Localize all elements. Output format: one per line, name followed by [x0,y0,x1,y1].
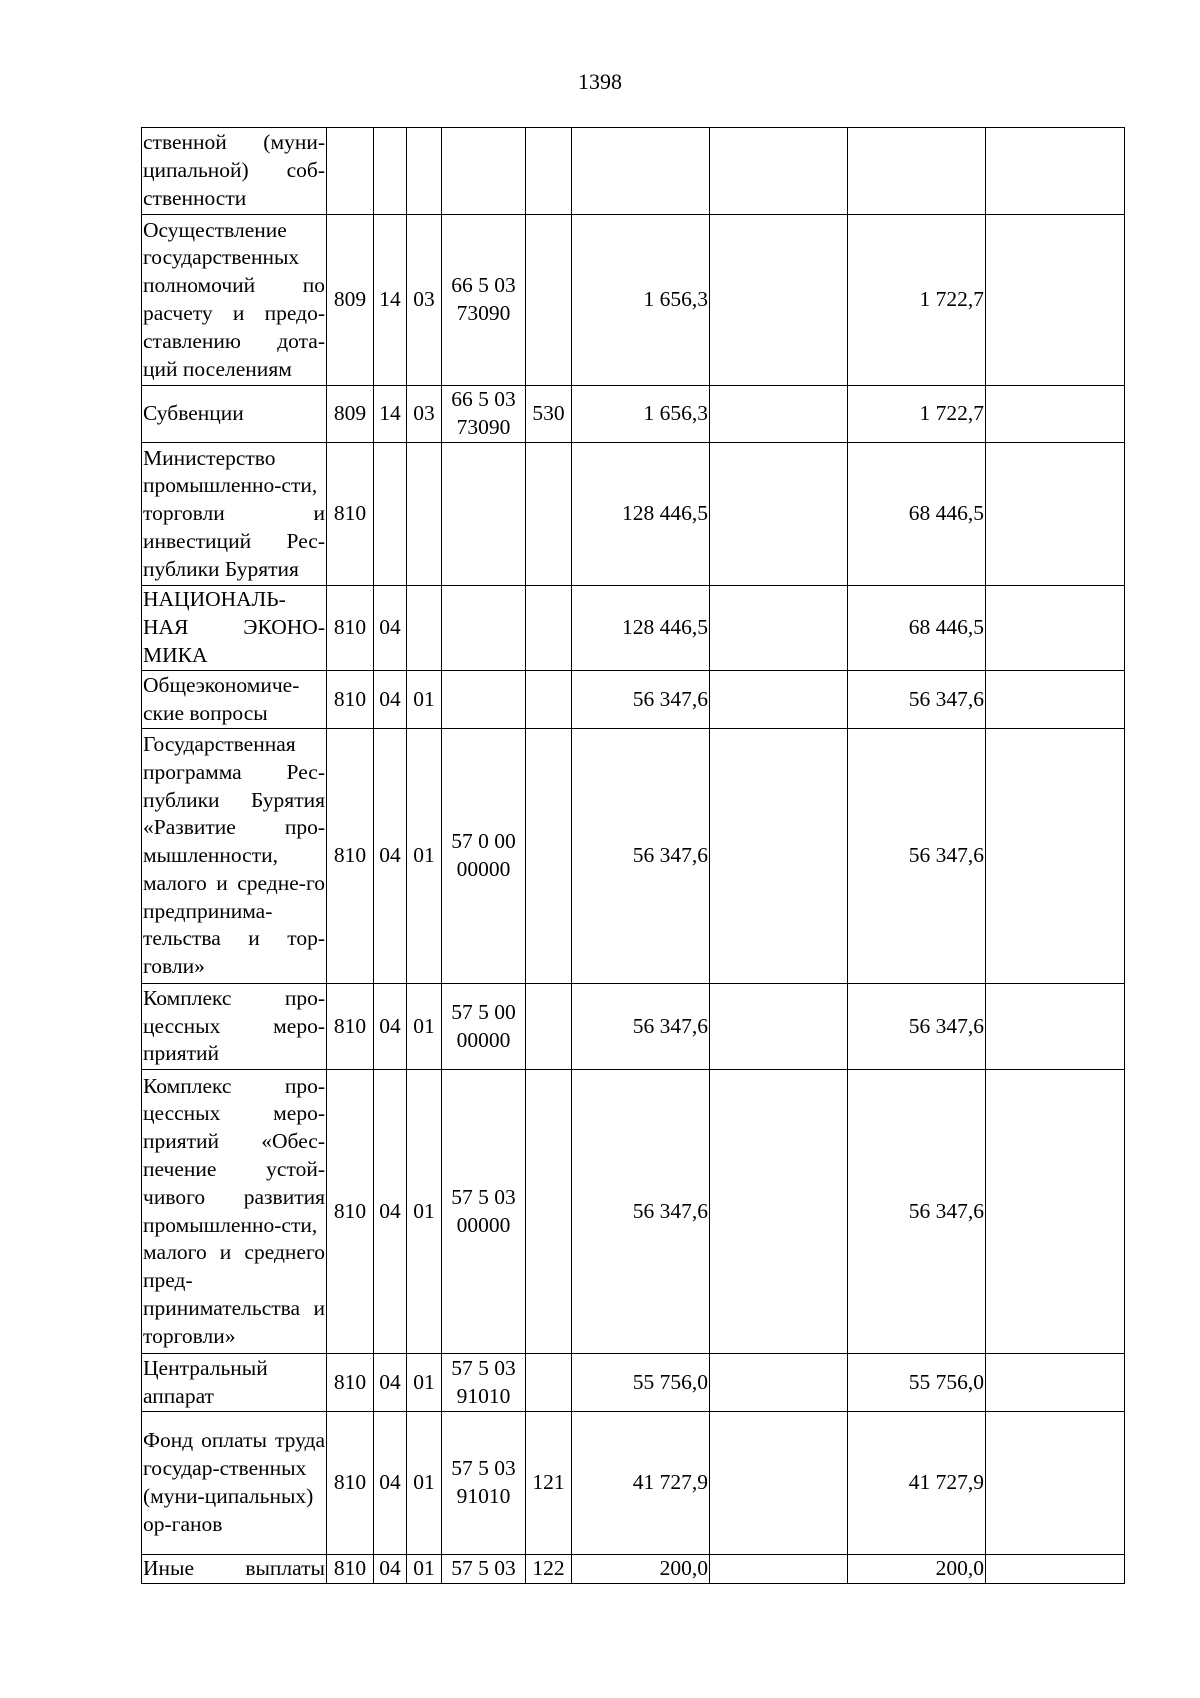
row-name: Фонд оплаты труда государ-ственных (муни-ципальных) ор-ганов [142,1412,327,1555]
grbs-code: 810 [327,443,374,586]
amount-col-3: 55 756,0 [848,1354,986,1412]
amount-col-4 [986,1354,1125,1412]
amount-col-2 [710,1555,848,1584]
row-name: Комплекс про-цессных меро-приятий [142,984,327,1070]
subsection-code: 01 [407,729,442,984]
row-name: Министерство промышленно-сти, торговли и инвестиций Рес-публики Бурятия [142,443,327,586]
target-article-code: 66 5 03 73090 [442,215,526,386]
table-row [142,443,1125,586]
section-code: 14 [374,386,407,443]
grbs-code: 810 [327,586,374,671]
amount-col-3: 68 446,5 [848,443,986,586]
expense-type-code [526,1354,572,1412]
expense-type-code: 121 [526,1412,572,1555]
expense-type-code [526,984,572,1070]
amount-col-1: 55 756,0 [572,1354,710,1412]
table-row [142,1354,1125,1412]
expense-type-code: 530 [526,386,572,443]
grbs-code: 809 [327,386,374,443]
subsection-code [407,586,442,671]
target-article-code: 57 5 03 00000 [442,1070,526,1354]
amount-col-3: 56 347,6 [848,1070,986,1354]
amount-col-2 [710,386,848,443]
section-code [374,128,407,215]
table-row [142,586,1125,671]
expense-type-code [526,586,572,671]
target-article-code [442,443,526,586]
budget-table [141,127,1125,1584]
row-name: Центральный аппарат [142,1354,327,1412]
section-code: 04 [374,1070,407,1354]
row-name: Комплекс про-цессных меро-приятий «Обес-печение устой-чивого развития промышленно-сти, малого и среднего пред-принимательства и торговли» [142,1070,327,1354]
amount-col-4 [986,386,1125,443]
expense-type-code [526,215,572,386]
row-name: Осуществление государственных полномочий по расчету и предо-ставлению дота-ций поселениям [142,215,327,386]
section-code: 04 [374,1412,407,1555]
amount-col-1: 128 446,5 [572,443,710,586]
grbs-code [327,128,374,215]
amount-col-4 [986,1555,1125,1584]
amount-col-1 [572,128,710,215]
grbs-code: 810 [327,1354,374,1412]
section-code: 04 [374,984,407,1070]
subsection-code: 03 [407,386,442,443]
subsection-code [407,443,442,586]
grbs-code: 809 [327,215,374,386]
section-code: 04 [374,1354,407,1412]
table-row [142,215,1125,386]
grbs-code: 810 [327,984,374,1070]
expense-type-code [526,1070,572,1354]
amount-col-3: 56 347,6 [848,729,986,984]
table-row [142,1555,1125,1584]
amount-col-3: 1 722,7 [848,386,986,443]
amount-col-1: 56 347,6 [572,671,710,729]
section-code: 14 [374,215,407,386]
amount-col-2 [710,215,848,386]
amount-col-2 [710,729,848,984]
table-row [142,729,1125,984]
amount-col-3: 68 446,5 [848,586,986,671]
amount-col-4 [986,128,1125,215]
expense-type-code [526,729,572,984]
grbs-code: 810 [327,1412,374,1555]
table-row [142,128,1125,215]
section-code: 04 [374,671,407,729]
expense-type-code [526,128,572,215]
amount-col-1: 1 656,3 [572,215,710,386]
amount-col-1: 56 347,6 [572,729,710,984]
grbs-code: 810 [327,729,374,984]
target-article-code [442,586,526,671]
expense-type-code [526,443,572,586]
amount-col-3 [848,128,986,215]
grbs-code: 810 [327,1555,374,1584]
subsection-code [407,128,442,215]
amount-col-2 [710,1354,848,1412]
section-code: 04 [374,729,407,984]
amount-col-4 [986,1070,1125,1354]
target-article-code: 57 5 03 [442,1555,526,1584]
table-row [142,671,1125,729]
row-name: Субвенции [142,386,327,443]
target-article-code: 57 5 03 91010 [442,1354,526,1412]
amount-col-2 [710,586,848,671]
amount-col-4 [986,215,1125,386]
subsection-code: 01 [407,1354,442,1412]
target-article-code: 57 5 00 00000 [442,984,526,1070]
amount-col-4 [986,443,1125,586]
row-name: ственной (муни-ципальной) соб-ственности [142,128,327,215]
amount-col-1: 41 727,9 [572,1412,710,1555]
row-name: Общеэкономиче-ские вопросы [142,671,327,729]
section-code [374,443,407,586]
grbs-code: 810 [327,1070,374,1354]
subsection-code: 01 [407,1412,442,1555]
section-code: 04 [374,586,407,671]
amount-col-4 [986,1412,1125,1555]
subsection-code: 01 [407,1555,442,1584]
section-code: 04 [374,1555,407,1584]
amount-col-1: 56 347,6 [572,984,710,1070]
amount-col-1: 200,0 [572,1555,710,1584]
target-article-code: 66 5 03 73090 [442,386,526,443]
table-row [142,1412,1125,1555]
grbs-code: 810 [327,671,374,729]
expense-type-code: 122 [526,1555,572,1584]
expense-type-code [526,671,572,729]
row-name: Государственная программа Рес-публики Бурятия «Развитие про-мышленности, малого и средне-го предпринима-тельства и тор-говли» [142,729,327,984]
target-article-code: 57 5 03 91010 [442,1412,526,1555]
amount-col-2 [710,984,848,1070]
amount-col-1: 1 656,3 [572,386,710,443]
amount-col-2 [710,671,848,729]
table-row [142,386,1125,443]
amount-col-2 [710,443,848,586]
target-article-code [442,671,526,729]
subsection-code: 01 [407,1070,442,1354]
amount-col-4 [986,671,1125,729]
amount-col-3: 1 722,7 [848,215,986,386]
amount-col-3: 56 347,6 [848,984,986,1070]
amount-col-2 [710,128,848,215]
amount-col-2 [710,1070,848,1354]
amount-col-3: 56 347,6 [848,671,986,729]
amount-col-4 [986,729,1125,984]
amount-col-4 [986,984,1125,1070]
row-name: Иные выплаты [142,1555,327,1584]
amount-col-2 [710,1412,848,1555]
subsection-code: 03 [407,215,442,386]
amount-col-4 [986,586,1125,671]
amount-col-1: 56 347,6 [572,1070,710,1354]
subsection-code: 01 [407,984,442,1070]
amount-col-3: 200,0 [848,1555,986,1584]
subsection-code: 01 [407,671,442,729]
amount-col-3: 41 727,9 [848,1412,986,1555]
target-article-code: 57 0 00 00000 [442,729,526,984]
row-name: НАЦИОНАЛЬ-НАЯ ЭКОНО-МИКА [142,586,327,671]
table-row [142,1070,1125,1354]
amount-col-1: 128 446,5 [572,586,710,671]
table-row [142,984,1125,1070]
page-number: 1398 [578,69,622,94]
target-article-code [442,128,526,215]
